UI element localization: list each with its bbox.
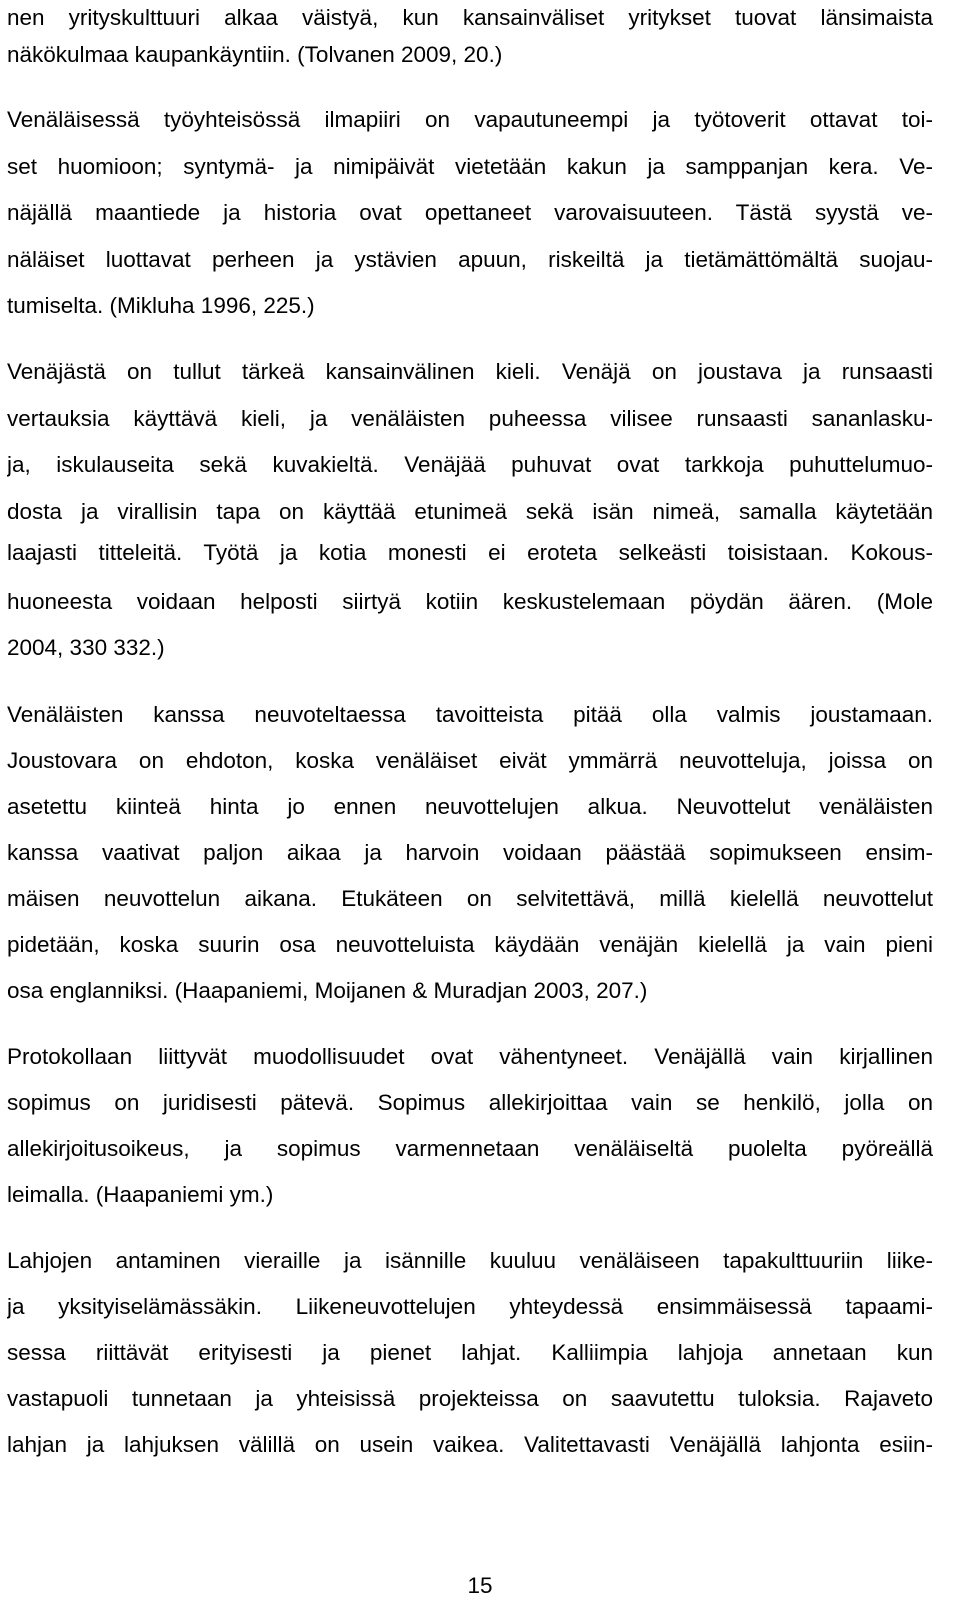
text-line: tumiselta. (Mikluha 1996, 225.) (7, 293, 315, 318)
text-line: Joustovara on ehdoton, koska venäläiset eivät ymmärrä neuvotteluja, joissa on (7, 749, 933, 773)
text-line: laajasti titteleitä. Työtä ja kotia monesti ei eroteta selkeästi toisistaan. Kokous- (7, 541, 933, 565)
text-line: Protokollaan liittyvät muodollisuudet ovat vähentyneet. Venäjällä vain kirjallinen (7, 1045, 933, 1069)
text-line: vastapuoli tunnetaan ja yhteisissä projekteissa on saavutettu tuloksia. Rajaveto (7, 1387, 933, 1411)
text-line: dosta ja virallisin tapa on käyttää etunimeä sekä isän nimeä, samalla käytetään (7, 500, 933, 524)
text-line: nen yrityskulttuuri alkaa väistyä, kun kansainväliset yritykset tuovat länsimaista (7, 6, 933, 30)
text-line: leimalla. (Haapaniemi ym.) (7, 1182, 274, 1207)
text-line: osa englanniksi. (Haapaniemi, Moijanen & Muradjan 2003, 207.) (7, 978, 648, 1003)
text-line: näjällä maantiede ja historia ovat opettaneet varovaisuuteen. Tästä syystä ve- (7, 201, 933, 225)
text-line: ja, iskulauseita sekä kuvakieltä. Venäjää puhuvat ovat tarkkoja puhuttelumuo- (7, 453, 933, 477)
text-line: asetettu kiinteä hinta jo ennen neuvottelujen alkua. Neuvottelut venäläisten (7, 795, 933, 819)
text-line: kanssa vaativat paljon aikaa ja harvoin voidaan päästää sopimukseen ensim- (7, 841, 933, 865)
text-line: pidetään, koska suurin osa neuvotteluista käydään venäjän kielellä ja vain pieni (7, 933, 933, 957)
text-line: allekirjoitusoikeus, ja sopimus varmennetaan venäläiseltä puolelta pyöreällä (7, 1137, 933, 1161)
text-line: ja yksityiselämässäkin. Liikeneuvottelujen yhteydessä ensimmäisessä tapaami- (7, 1295, 933, 1319)
text-line: Venäläisten kanssa neuvoteltaessa tavoitteista pitää olla valmis joustamaan. (7, 703, 933, 727)
text-line: sessa riittävät erityisesti ja pienet lahjat. Kalliimpia lahjoja annetaan kun (7, 1341, 933, 1365)
text-line: vertauksia käyttävä kieli, ja venäläisten puheessa vilisee runsaasti sananlasku- (7, 407, 933, 431)
text-line: Venäjästä on tullut tärkeä kansainvälinen kieli. Venäjä on joustava ja runsaasti (7, 360, 933, 384)
text-line: huoneesta voidaan helposti siirtyä kotiin keskustelemaan pöydän äären. (Mole (7, 590, 933, 614)
text-line: mäisen neuvottelun aikana. Etukäteen on selvitettävä, millä kielellä neuvottelut (7, 887, 933, 911)
text-line: lahjan ja lahjuksen välillä on usein vaikea. Valitettavasti Venäjällä lahjonta esiin- (7, 1433, 933, 1457)
text-line: Lahjojen antaminen vieraille ja isännille kuuluu venäläiseen tapakulttuuriin liike- (7, 1249, 933, 1273)
text-line: näkökulmaa kaupankäyntiin. (Tolvanen 2009, 20.) (7, 42, 503, 67)
page-number: 15 (467, 1573, 493, 1598)
text-line: set huomioon; syntymä- ja nimipäivät vietetään kakun ja samppanjan kera. Ve- (7, 155, 933, 179)
text-line: Venäläisessä työyhteisössä ilmapiiri on vapautuneempi ja työtoverit ottavat toi- (7, 108, 933, 132)
text-line: näläiset luottavat perheen ja ystävien apuun, riskeiltä ja tietämättömältä suojau- (7, 248, 933, 272)
text-line: sopimus on juridisesti pätevä. Sopimus allekirjoittaa vain se henkilö, jolla on (7, 1091, 933, 1115)
text-line: 2004, 330 332.) (7, 635, 165, 660)
